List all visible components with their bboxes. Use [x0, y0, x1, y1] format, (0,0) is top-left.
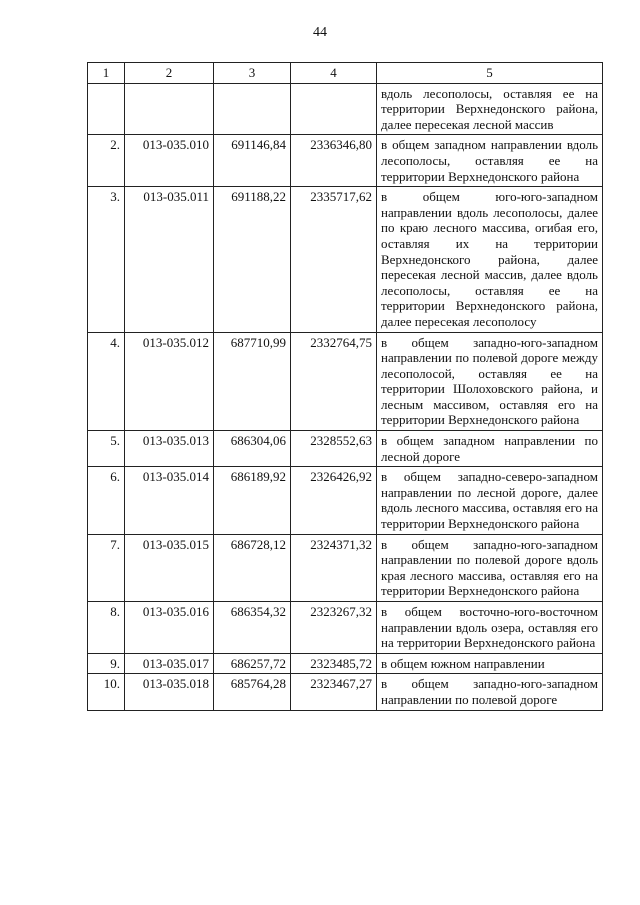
- row-number: 9.: [88, 653, 125, 674]
- row-number: 5.: [88, 431, 125, 467]
- point-id: 013-035.018: [125, 674, 214, 710]
- coordinate-x: 691188,22: [214, 187, 291, 332]
- header-cell: 4: [291, 63, 377, 84]
- coordinate-y: 2323485,72: [291, 653, 377, 674]
- table-row: [88, 534, 603, 601]
- table-row: [88, 602, 603, 654]
- coordinate-x: 687710,99: [214, 332, 291, 431]
- point-id: 013-035.013: [125, 431, 214, 467]
- coordinate-x: 685764,28: [214, 674, 291, 710]
- row-number: 10.: [88, 674, 125, 710]
- boundary-description: в общем западном направлении по лесной дороге: [377, 431, 603, 467]
- row-number: 8.: [88, 602, 125, 654]
- coordinate-y: [291, 83, 377, 135]
- row-number: 2.: [88, 135, 125, 187]
- point-id: 013-035.011: [125, 187, 214, 332]
- header-cell: 2: [125, 63, 214, 84]
- table-row: [88, 653, 603, 674]
- coordinate-y: 2323467,27: [291, 674, 377, 710]
- header-cell: 3: [214, 63, 291, 84]
- row-number: 6.: [88, 467, 125, 534]
- coordinate-y: 2332764,75: [291, 332, 377, 431]
- boundary-description: в общем западно-юго-западном направлении по полевой дороге: [377, 674, 603, 710]
- table-row: [88, 187, 603, 332]
- point-id: [125, 83, 214, 135]
- point-id: 013-035.012: [125, 332, 214, 431]
- boundary-description: в общем западном направлении вдоль лесополосы, оставляя ее на территории Верхнедонского района: [377, 135, 603, 187]
- header-cell: 1: [88, 63, 125, 84]
- table-row: [88, 467, 603, 534]
- coordinate-x: 686354,32: [214, 602, 291, 654]
- coordinate-x: [214, 83, 291, 135]
- point-id: 013-035.010: [125, 135, 214, 187]
- coordinate-y: 2336346,80: [291, 135, 377, 187]
- row-number: 4.: [88, 332, 125, 431]
- table-row: [88, 674, 603, 710]
- coordinate-x: 686728,12: [214, 534, 291, 601]
- coordinate-y: 2326426,92: [291, 467, 377, 534]
- boundary-description: в общем западно-юго-западном направлении по полевой дороге вдоль края лесного массива, оставляя его на территории Верхнедонского района: [377, 534, 603, 601]
- boundary-description: в общем южном направлении: [377, 653, 603, 674]
- coordinate-x: 686304,06: [214, 431, 291, 467]
- coordinate-x: 686257,72: [214, 653, 291, 674]
- boundary-description: в общем западно-юго-западном направлении по полевой дороге между лесополосой, оставляя ее на территории Шолоховского района, и лесным массивом, оставляя его на территории Верхнедонского района: [377, 332, 603, 431]
- table-row: [88, 83, 603, 135]
- boundary-description: в общем юго-юго-западном направлении вдоль лесополосы, далее по краю лесного массива, огибая его, оставляя их на территории Верхнедонского района, далее пересекая лесной массив, далее вдоль лесополосы, оставляя ее на территории Верхнедонского района, далее пересекая лесополосу: [377, 187, 603, 332]
- header-cell: 5: [377, 63, 603, 84]
- table-row: [88, 431, 603, 467]
- point-id: 013-035.014: [125, 467, 214, 534]
- row-number: 3.: [88, 187, 125, 332]
- table-row: [88, 332, 603, 431]
- coordinate-y: 2328552,63: [291, 431, 377, 467]
- coordinate-y: 2335717,62: [291, 187, 377, 332]
- row-number: [88, 83, 125, 135]
- table-row: [88, 135, 603, 187]
- coordinate-x: 686189,92: [214, 467, 291, 534]
- boundary-description: вдоль лесополосы, оставляя ее на территории Верхнедонского района, далее пересекая лесной массив: [377, 83, 603, 135]
- coordinate-y: 2323267,32: [291, 602, 377, 654]
- header-row: [88, 63, 603, 84]
- point-id: 013-035.016: [125, 602, 214, 654]
- point-id: 013-035.015: [125, 534, 214, 601]
- point-id: 013-035.017: [125, 653, 214, 674]
- coordinate-x: 691146,84: [214, 135, 291, 187]
- boundary-points-table: [87, 62, 603, 711]
- page-number: 44: [313, 25, 327, 40]
- boundary-description: в общем восточно-юго-восточном направлении вдоль озера, оставляя его на территории Верхнедонского района: [377, 602, 603, 654]
- boundary-description: в общем западно-северо-западном направлении по лесной дороге, далее вдоль лесного массива, оставляя его на территории Верхнедонского района: [377, 467, 603, 534]
- coordinate-y: 2324371,32: [291, 534, 377, 601]
- row-number: 7.: [88, 534, 125, 601]
